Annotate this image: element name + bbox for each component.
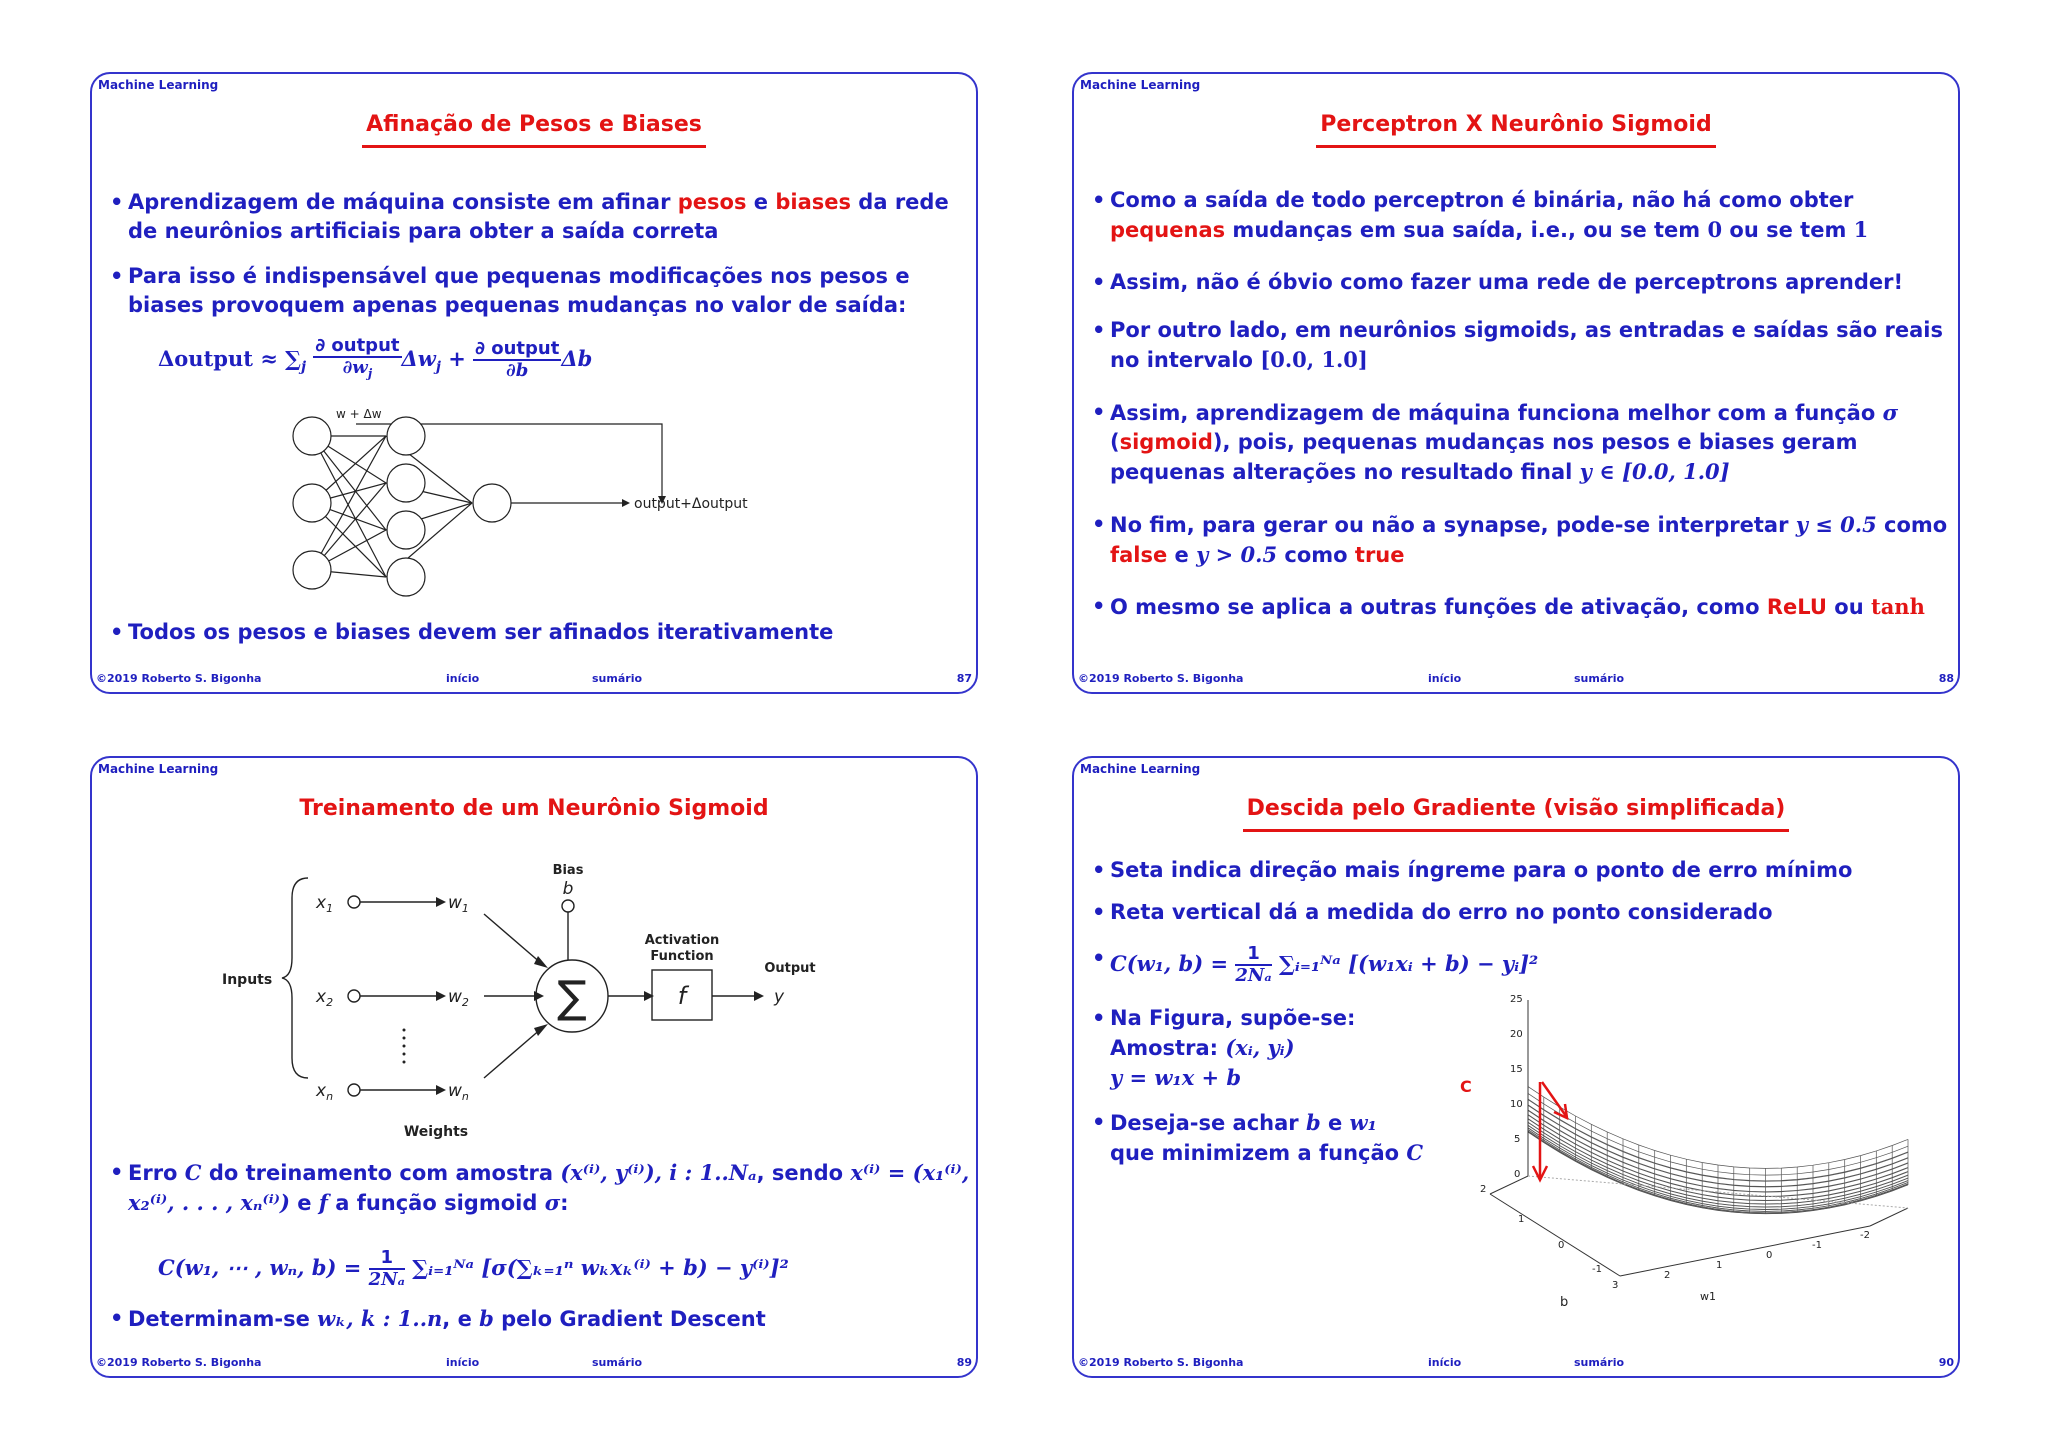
b-tick: 1 xyxy=(1518,1214,1525,1225)
b-tick: -1 xyxy=(1592,1264,1602,1275)
line1 xyxy=(1110,1108,1450,1138)
wn-label: $w_n$ xyxy=(448,1081,469,1103)
z-tick: 5 xyxy=(1514,1134,1521,1145)
diagram-w-delta-label: w + Δw xyxy=(336,407,382,421)
neural-network-diagram xyxy=(292,404,752,624)
bullet-determinam xyxy=(110,1304,978,1334)
bullet-perceptron-binario xyxy=(1092,186,1960,245)
math-x-vector: x⁽ⁱ⁾ = (x₁⁽ⁱ⁾, x₂⁽ⁱ⁾, . . . , xₙ⁽ⁱ⁾) xyxy=(128,1160,970,1215)
eq-db: Δb xyxy=(561,345,593,371)
text: e xyxy=(1320,1111,1350,1135)
text: e xyxy=(1167,543,1197,567)
text: ou xyxy=(1827,595,1871,619)
math-sigma: σ xyxy=(544,1190,561,1215)
slide-title: Perceptron X Neurônio Sigmoid xyxy=(1316,112,1715,148)
b-tick: 0 xyxy=(1558,1240,1565,1251)
b-axis-label: b xyxy=(1560,1295,1569,1310)
eq-sub-j2: j xyxy=(435,358,441,375)
den-text: ∂w xyxy=(342,357,368,378)
text: , e xyxy=(442,1307,480,1331)
page-number: 88 xyxy=(1938,672,1954,685)
num: ∂ output xyxy=(475,337,560,359)
bullet-aprendizagem xyxy=(110,188,978,246)
math-C: C xyxy=(184,1160,202,1185)
bias-label: Bias xyxy=(552,863,584,878)
text: , sendo xyxy=(756,1161,851,1185)
link-inicio[interactable]: início xyxy=(1428,1356,1462,1369)
w1-tick: 1 xyxy=(1716,1260,1723,1271)
num: 1 xyxy=(1235,944,1271,966)
text: que minimizem a função xyxy=(1110,1141,1407,1165)
activation-label-1: Activation xyxy=(644,933,720,948)
bullet-reta-vertical: • Reta vertical dá a medida do erro no ponto considerado xyxy=(1092,898,1960,927)
inputs-brace xyxy=(282,878,308,1078)
delta-output-equation xyxy=(158,336,592,384)
w1-axis-label: w1 xyxy=(1700,1290,1716,1303)
z-tick: 25 xyxy=(1510,994,1523,1005)
w1-tick: 2 xyxy=(1664,1270,1671,1281)
highlight-sigmoid: sigmoid xyxy=(1119,430,1213,454)
math-sigma: σ xyxy=(1882,400,1899,425)
z-axis-ticks xyxy=(1510,994,1523,1180)
link-inicio[interactable]: início xyxy=(446,672,480,685)
w1-tick: -1 xyxy=(1812,1240,1822,1251)
text: Por outro lado, em neurônios sigmoids, as entradas e saídas são reais no intervalo xyxy=(1110,318,1943,372)
eq-lhs: Δoutput ≈ ∑ xyxy=(158,345,301,371)
math-y-le: y ≤ 0.5 xyxy=(1795,512,1877,537)
copyright: ©2019 Roberto S. Bigonha xyxy=(96,1356,262,1369)
math-rest: ∑ᵢ₌₁ᴺᵃ [(w₁xᵢ + b) − yᵢ]² xyxy=(1279,951,1539,976)
den-sub: j xyxy=(367,366,373,381)
w1-tick: -2 xyxy=(1860,1230,1870,1241)
highlight-relu: ReLU xyxy=(1766,595,1827,619)
den: 2Nₐ xyxy=(1235,965,1272,986)
w1-tick: 0 xyxy=(1766,1250,1773,1261)
math-interval: [0.0, 1.0] xyxy=(1260,347,1368,372)
text: como xyxy=(1277,543,1355,567)
slide-88 xyxy=(1072,72,1960,694)
gradient-surface-plot xyxy=(1450,986,1950,1316)
activation-label-2: Function xyxy=(650,949,714,964)
den: ∂b xyxy=(506,359,529,381)
text: Assim, aprendizagem de máquina funciona melhor com a função xyxy=(1110,401,1883,425)
slide-title: Descida pelo Gradiente (visão simplificada) xyxy=(1243,796,1790,832)
inputs-label: Inputs xyxy=(222,972,273,988)
eq-dw: Δw xyxy=(401,345,436,371)
link-inicio[interactable]: início xyxy=(446,1356,480,1369)
formula-rest: ∑ᵢ₌₁ᴺᵃ [σ(∑ₖ₌₁ⁿ wₖxₖ⁽ⁱ⁾ + b) − y⁽ⁱ⁾]² xyxy=(412,1255,789,1280)
highlight-biases: biases xyxy=(775,190,851,214)
eq-sub-j: j xyxy=(300,358,307,375)
gradient-arrows xyxy=(1533,1082,1567,1180)
bullet-indispensavel: • Para isso é indispensável que pequenas modificações nos pesos e biases provoquem apenas pequenas mudanças no valor de saída: xyxy=(110,262,978,320)
copyright: ©2019 Roberto S. Bigonha xyxy=(1078,1356,1244,1369)
highlight-false: false xyxy=(1110,543,1168,567)
bias-node xyxy=(562,900,574,912)
math-b: b xyxy=(1305,1110,1321,1135)
link-inicio[interactable]: início xyxy=(1428,672,1462,685)
c-axis-label: C xyxy=(1460,1077,1472,1096)
slide-footer xyxy=(1078,1356,1954,1370)
slide-footer xyxy=(96,1356,972,1370)
text: : xyxy=(560,1191,569,1215)
slide-title: Afinação de Pesos e Biases xyxy=(362,112,706,148)
text: Amostra: xyxy=(1110,1036,1226,1060)
math-f: f xyxy=(318,1190,328,1215)
slide-footer xyxy=(96,672,972,686)
text: No fim, para gerar ou não a synapse, pode-se interpretar xyxy=(1110,513,1796,537)
cost-formula xyxy=(158,1248,789,1290)
bias-var: b xyxy=(562,879,574,899)
math-one: 1 xyxy=(1853,217,1869,242)
text: como xyxy=(1876,513,1948,537)
text: do treinamento com amostra xyxy=(201,1161,561,1185)
line3: y = w₁x + b xyxy=(1110,1065,1242,1090)
bullet-erro-c xyxy=(110,1158,978,1218)
text: ( xyxy=(1110,430,1120,454)
b-axis-ticks xyxy=(1480,1184,1602,1275)
eq-fraction-dw xyxy=(313,336,401,384)
math-zero: 0 xyxy=(1707,217,1723,242)
bullet-synapse xyxy=(1092,510,1960,570)
den: 2Nₐ xyxy=(368,1269,405,1290)
link-sumario[interactable]: sumário xyxy=(592,1356,643,1369)
text: e xyxy=(746,190,776,214)
activation-f: f xyxy=(677,982,687,1010)
highlight-tanh: tanh xyxy=(1871,594,1925,619)
line1: • Na Figura, supõe-se: xyxy=(1110,1006,1356,1030)
eq-plus: + xyxy=(440,346,474,371)
z-tick: 10 xyxy=(1510,1099,1523,1110)
line2 xyxy=(1110,1138,1450,1168)
w1-tick: 3 xyxy=(1612,1280,1619,1291)
text: Aprendizagem de máquina consiste em afinar xyxy=(128,190,678,214)
math-wk: wₖ, k : 1..n xyxy=(317,1306,443,1331)
link-sumario[interactable]: sumário xyxy=(592,672,643,685)
output-label: Output xyxy=(764,961,816,976)
slide-title: Treinamento de um Neurônio Sigmoid xyxy=(299,796,769,821)
link-sumario[interactable]: sumário xyxy=(1574,672,1625,685)
w1-label: $w_1$ xyxy=(448,893,469,915)
text: ou se tem xyxy=(1722,218,1854,242)
num: 1 xyxy=(369,1248,405,1270)
slide-89 xyxy=(90,756,978,1378)
slide-header: Machine Learning xyxy=(1080,762,1201,776)
math-lhs: C(w₁, b) = xyxy=(1110,951,1236,976)
text: da rede de neurônios artificiais para obter a saída correta xyxy=(128,190,949,243)
z-tick: 20 xyxy=(1510,1029,1523,1040)
text: a função sigmoid xyxy=(327,1191,545,1215)
math-y-gt: y > 0.5 xyxy=(1196,542,1278,567)
text: Como a saída de todo perceptron é binária, não há como obter xyxy=(1110,188,1854,212)
math-sample: (x⁽ⁱ⁾, y⁽ⁱ⁾), i : 1..Nₐ xyxy=(560,1160,757,1185)
text: O mesmo se aplica a outras funções de ativação, como xyxy=(1110,595,1767,619)
link-sumario[interactable]: sumário xyxy=(1574,1356,1625,1369)
weights-label: Weights xyxy=(403,1124,469,1140)
slide-header: Machine Learning xyxy=(1080,78,1201,92)
z-tick: 0 xyxy=(1514,1169,1521,1180)
x2-label: $x_2$ xyxy=(316,987,334,1009)
eq-fraction-db xyxy=(473,339,561,381)
bullet-sigmoid-reais xyxy=(1092,316,1960,375)
output-y: y xyxy=(774,987,785,1007)
bullet-todos: • Todos os pesos e biases devem ser afinados iterativamente xyxy=(110,618,978,647)
text: Determinam-se xyxy=(128,1307,318,1331)
text: pelo Gradient Descent xyxy=(493,1307,766,1331)
w2-label: $w_2$ xyxy=(448,987,469,1009)
slide-87 xyxy=(90,72,978,694)
bullet-seta: • Seta indica direção mais íngreme para o ponto de erro mínimo xyxy=(1092,856,1960,885)
diagram-output-label: output+Δoutput xyxy=(634,496,748,512)
den xyxy=(313,358,401,384)
xn-label: $x_n$ xyxy=(316,1081,334,1103)
highlight-pequenas: pequenas xyxy=(1110,218,1226,242)
copyright: ©2019 Roberto S. Bigonha xyxy=(96,672,262,685)
sum-symbol: ∑ xyxy=(557,972,587,1023)
highlight-true: true xyxy=(1354,543,1405,567)
bullet-cost-function xyxy=(1092,944,1960,986)
surface-mesh xyxy=(1528,1087,1908,1214)
z-tick: 15 xyxy=(1510,1064,1523,1075)
x1-label: $x_1$ xyxy=(316,893,334,915)
formula-lhs: C(w₁, ⋯ , wₙ, b) = xyxy=(158,1255,369,1280)
math-frac xyxy=(1235,944,1271,986)
text: Erro xyxy=(128,1161,185,1185)
b-tick: 2 xyxy=(1480,1184,1487,1195)
math-w1: w₁ xyxy=(1349,1110,1377,1135)
sigmoid-neuron-diagram xyxy=(222,858,842,1144)
math-sample: (xᵢ, yᵢ) xyxy=(1225,1035,1295,1060)
math-b: b xyxy=(479,1306,494,1331)
slide-header: Machine Learning xyxy=(98,78,219,92)
text: mudanças em sua saída, i.e., ou se tem xyxy=(1225,218,1708,242)
text: e xyxy=(289,1191,319,1215)
line2 xyxy=(1110,1033,1450,1063)
bullet-deseja xyxy=(1092,1108,1450,1168)
math-C: C xyxy=(1406,1140,1424,1165)
slide-header: Machine Learning xyxy=(98,762,219,776)
math-y-interval: y ∈ [0.0, 1.0] xyxy=(1579,459,1730,484)
bullet-figura xyxy=(1092,1004,1450,1092)
page-number: 89 xyxy=(956,1356,972,1369)
slide-90 xyxy=(1072,756,1960,1378)
highlight-pesos: pesos xyxy=(677,190,747,214)
page-number: 90 xyxy=(1938,1356,1954,1369)
num: ∂ output xyxy=(315,335,400,356)
formula-frac xyxy=(369,1248,405,1290)
slide-footer xyxy=(1078,672,1954,686)
copyright: ©2019 Roberto S. Bigonha xyxy=(1078,672,1244,685)
w1-axis-ticks xyxy=(1612,1230,1870,1291)
bullet-nao-obvio: • Assim, não é óbvio como fazer uma rede de perceptrons aprender! xyxy=(1092,268,1960,297)
text: Deseja-se achar xyxy=(1110,1111,1306,1135)
bullet-ativacao xyxy=(1092,592,1960,622)
page-number: 87 xyxy=(956,672,972,685)
bullet-funcao-sigma xyxy=(1092,398,1960,487)
text: ), pois, pequenas mudanças nos pesos e biases geram pequenas alterações no resultado final xyxy=(1110,430,1858,484)
